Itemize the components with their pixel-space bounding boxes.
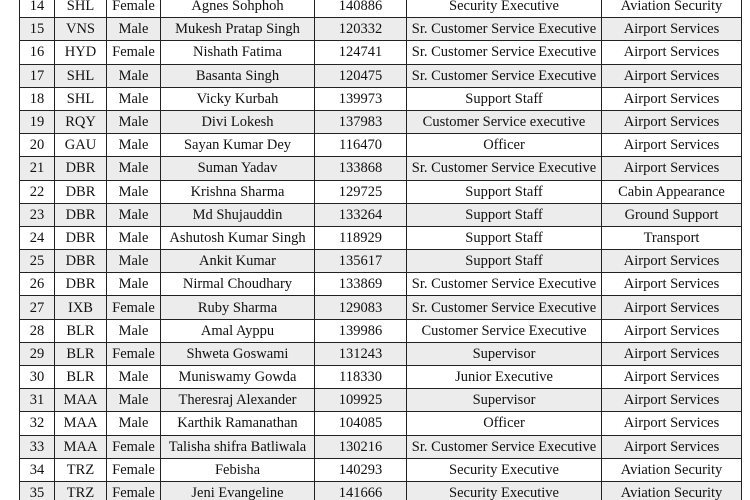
designation-cell: Supervisor	[407, 389, 602, 412]
serial-number-cell: 23	[20, 203, 55, 226]
gender-cell: Female	[107, 458, 161, 481]
designation-cell: Security Executive	[407, 481, 602, 500]
designation-cell: Customer Service executive	[407, 110, 602, 133]
employee-table	[19, 0, 742, 500]
gender-cell: Male	[107, 87, 161, 110]
designation-cell: Support Staff	[407, 180, 602, 203]
table-row	[20, 273, 742, 296]
serial-number-cell: 16	[20, 41, 55, 64]
employee-id-cell: 104085	[315, 412, 407, 435]
employee-name-cell: Karthik Ramanathan	[161, 412, 315, 435]
serial-number-cell: 31	[20, 389, 55, 412]
designation-cell: Sr. Customer Service Executive	[407, 18, 602, 41]
gender-cell: Male	[107, 389, 161, 412]
designation-cell: Sr. Customer Service Executive	[407, 64, 602, 87]
employee-name-cell: Febisha	[161, 458, 315, 481]
employee-name-cell: Shweta Goswami	[161, 342, 315, 365]
station-cell: DBR	[55, 226, 107, 249]
gender-cell: Male	[107, 180, 161, 203]
serial-number-cell: 21	[20, 157, 55, 180]
employee-name-cell: Muniswamy Gowda	[161, 366, 315, 389]
department-cell: Transport	[602, 226, 742, 249]
table-row	[20, 412, 742, 435]
department-cell: Airport Services	[602, 64, 742, 87]
gender-cell: Female	[107, 41, 161, 64]
employee-name-cell: Ruby Sharma	[161, 296, 315, 319]
department-cell: Airport Services	[602, 296, 742, 319]
table-row	[20, 110, 742, 133]
serial-number-cell: 33	[20, 435, 55, 458]
employee-id-cell: 129083	[315, 296, 407, 319]
employee-table-body	[20, 0, 742, 500]
table-row	[20, 319, 742, 342]
department-cell: Airport Services	[602, 157, 742, 180]
employee-id-cell: 133869	[315, 273, 407, 296]
station-cell: DBR	[55, 273, 107, 296]
station-cell: DBR	[55, 157, 107, 180]
employee-id-cell: 124741	[315, 41, 407, 64]
station-cell: DBR	[55, 180, 107, 203]
employee-name-cell: Amal Ayppu	[161, 319, 315, 342]
designation-cell: Officer	[407, 412, 602, 435]
designation-cell: Sr. Customer Service Executive	[407, 296, 602, 319]
designation-cell: Sr. Customer Service Executive	[407, 273, 602, 296]
station-cell: HYD	[55, 41, 107, 64]
table-row	[20, 226, 742, 249]
designation-cell: Officer	[407, 134, 602, 157]
serial-number-cell: 35	[20, 481, 55, 500]
department-cell: Cabin Appearance	[602, 180, 742, 203]
table-row	[20, 389, 742, 412]
gender-cell: Male	[107, 412, 161, 435]
station-cell: BLR	[55, 319, 107, 342]
gender-cell: Male	[107, 226, 161, 249]
serial-number-cell: 34	[20, 458, 55, 481]
designation-cell: Sr. Customer Service Executive	[407, 157, 602, 180]
station-cell: BLR	[55, 366, 107, 389]
serial-number-cell: 26	[20, 273, 55, 296]
department-cell: Airport Services	[602, 41, 742, 64]
department-cell: Airport Services	[602, 435, 742, 458]
employee-name-cell: Basanta Singh	[161, 64, 315, 87]
department-cell: Aviation Security	[602, 481, 742, 500]
gender-cell: Female	[107, 0, 161, 18]
serial-number-cell: 17	[20, 64, 55, 87]
department-cell: Ground Support	[602, 203, 742, 226]
employee-id-cell: 135617	[315, 250, 407, 273]
designation-cell: Customer Service Executive	[407, 319, 602, 342]
employee-id-cell: 141666	[315, 481, 407, 500]
employee-id-cell: 140293	[315, 458, 407, 481]
station-cell: TRZ	[55, 458, 107, 481]
gender-cell: Female	[107, 435, 161, 458]
table-row	[20, 481, 742, 500]
designation-cell: Junior Executive	[407, 366, 602, 389]
department-cell: Airport Services	[602, 342, 742, 365]
gender-cell: Male	[107, 250, 161, 273]
serial-number-cell: 28	[20, 319, 55, 342]
employee-name-cell: Jeni Evangeline	[161, 481, 315, 500]
serial-number-cell: 25	[20, 250, 55, 273]
table-row	[20, 180, 742, 203]
department-cell: Airport Services	[602, 412, 742, 435]
gender-cell: Male	[107, 110, 161, 133]
employee-id-cell: 131243	[315, 342, 407, 365]
serial-number-cell: 19	[20, 110, 55, 133]
table-row	[20, 134, 742, 157]
table-row	[20, 366, 742, 389]
table-row	[20, 203, 742, 226]
designation-cell: Security Executive	[407, 458, 602, 481]
designation-cell: Sr. Customer Service Executive	[407, 41, 602, 64]
table-row	[20, 0, 742, 18]
serial-number-cell: 22	[20, 180, 55, 203]
table-row	[20, 296, 742, 319]
gender-cell: Male	[107, 273, 161, 296]
gender-cell: Male	[107, 18, 161, 41]
table-row	[20, 250, 742, 273]
employee-name-cell: Talisha shifra Batliwala	[161, 435, 315, 458]
table-row	[20, 41, 742, 64]
gender-cell: Male	[107, 134, 161, 157]
employee-id-cell: 118929	[315, 226, 407, 249]
department-cell: Airport Services	[602, 273, 742, 296]
designation-cell: Sr. Customer Service Executive	[407, 435, 602, 458]
table-row	[20, 342, 742, 365]
designation-cell: Support Staff	[407, 226, 602, 249]
gender-cell: Male	[107, 64, 161, 87]
station-cell: SHL	[55, 0, 107, 18]
station-cell: GAU	[55, 134, 107, 157]
employee-id-cell: 116470	[315, 134, 407, 157]
gender-cell: Female	[107, 481, 161, 500]
designation-cell: Support Staff	[407, 87, 602, 110]
station-cell: MAA	[55, 412, 107, 435]
employee-id-cell: 139973	[315, 87, 407, 110]
employee-name-cell: Vicky Kurbah	[161, 87, 315, 110]
table-row	[20, 18, 742, 41]
employee-id-cell: 120475	[315, 64, 407, 87]
serial-number-cell: 30	[20, 366, 55, 389]
serial-number-cell: 14	[20, 0, 55, 18]
serial-number-cell: 32	[20, 412, 55, 435]
gender-cell: Male	[107, 203, 161, 226]
employee-name-cell: Ashutosh Kumar Singh	[161, 226, 315, 249]
employee-id-cell: 137983	[315, 110, 407, 133]
employee-id-cell: 130216	[315, 435, 407, 458]
department-cell: Airport Services	[602, 110, 742, 133]
designation-cell: Support Staff	[407, 203, 602, 226]
station-cell: RQY	[55, 110, 107, 133]
department-cell: Airport Services	[602, 87, 742, 110]
employee-id-cell: 109925	[315, 389, 407, 412]
employee-name-cell: Divi Lokesh	[161, 110, 315, 133]
station-cell: IXB	[55, 296, 107, 319]
department-cell: Aviation Security	[602, 458, 742, 481]
station-cell: SHL	[55, 64, 107, 87]
station-cell: MAA	[55, 389, 107, 412]
employee-name-cell: Suman Yadav	[161, 157, 315, 180]
serial-number-cell: 29	[20, 342, 55, 365]
gender-cell: Male	[107, 157, 161, 180]
station-cell: SHL	[55, 87, 107, 110]
station-cell: MAA	[55, 435, 107, 458]
serial-number-cell: 20	[20, 134, 55, 157]
designation-cell: Supervisor	[407, 342, 602, 365]
employee-id-cell: 140886	[315, 0, 407, 18]
employee-id-cell: 139986	[315, 319, 407, 342]
department-cell: Airport Services	[602, 250, 742, 273]
employee-name-cell: Theresraj Alexander	[161, 389, 315, 412]
employee-name-cell: Krishna Sharma	[161, 180, 315, 203]
employee-id-cell: 129725	[315, 180, 407, 203]
employee-id-cell: 118330	[315, 366, 407, 389]
department-cell: Airport Services	[602, 319, 742, 342]
table-row	[20, 87, 742, 110]
serial-number-cell: 15	[20, 18, 55, 41]
station-cell: TRZ	[55, 481, 107, 500]
employee-id-cell: 120332	[315, 18, 407, 41]
serial-number-cell: 27	[20, 296, 55, 319]
gender-cell: Male	[107, 366, 161, 389]
department-cell: Airport Services	[602, 389, 742, 412]
station-cell: VNS	[55, 18, 107, 41]
department-cell: Airport Services	[602, 366, 742, 389]
designation-cell: Support Staff	[407, 250, 602, 273]
department-cell: Airport Services	[602, 134, 742, 157]
employee-name-cell: Nishath Fatima	[161, 41, 315, 64]
table-row	[20, 157, 742, 180]
employee-name-cell: Ankit Kumar	[161, 250, 315, 273]
department-cell: Aviation Security	[602, 0, 742, 18]
station-cell: DBR	[55, 250, 107, 273]
employee-name-cell: Mukesh Pratap Singh	[161, 18, 315, 41]
employee-id-cell: 133264	[315, 203, 407, 226]
gender-cell: Female	[107, 342, 161, 365]
employee-name-cell: Md Shujauddin	[161, 203, 315, 226]
designation-cell: Security Executive	[407, 0, 602, 18]
gender-cell: Male	[107, 319, 161, 342]
table-row	[20, 435, 742, 458]
employee-name-cell: Agnes Sohphoh	[161, 0, 315, 18]
serial-number-cell: 18	[20, 87, 55, 110]
gender-cell: Female	[107, 296, 161, 319]
table-row	[20, 64, 742, 87]
table-row	[20, 458, 742, 481]
department-cell: Airport Services	[602, 18, 742, 41]
station-cell: DBR	[55, 203, 107, 226]
serial-number-cell: 24	[20, 226, 55, 249]
station-cell: BLR	[55, 342, 107, 365]
employee-id-cell: 133868	[315, 157, 407, 180]
employee-name-cell: Nirmal Choudhary	[161, 273, 315, 296]
employee-name-cell: Sayan Kumar Dey	[161, 134, 315, 157]
